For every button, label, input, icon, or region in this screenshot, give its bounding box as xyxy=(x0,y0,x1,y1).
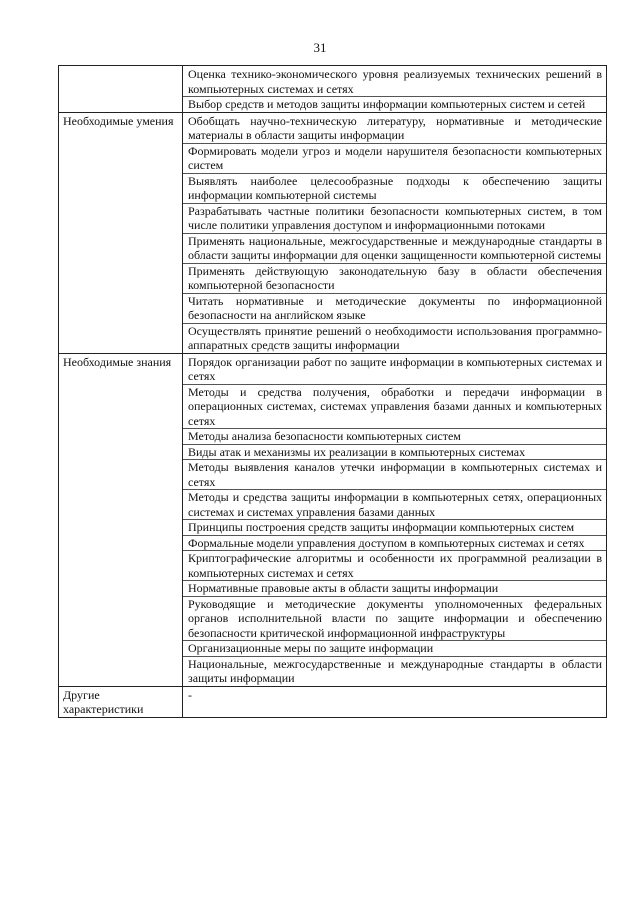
table-row xyxy=(59,686,607,717)
list-item: Методы и средства защиты информации в компьютерных сетях, операционных системах и системах управления базами данных xyxy=(183,490,606,520)
list-item: Применять действующую законодательную базу в области обеспечения компьютерной безопасности xyxy=(183,264,606,294)
list-item: - xyxy=(188,687,192,702)
section-items-cell xyxy=(183,353,607,686)
section-label-cell xyxy=(59,686,183,717)
section-label: Необходимые умения xyxy=(63,113,174,128)
list-item: Руководящие и методические документы уполномоченных федеральных органов исполнительной власти по защите информации и обеспечению безопасности критической информационной инфраструктуры xyxy=(183,597,606,642)
list-item: Выявлять наиболее целесообразные подходы к обеспечению защиты информации компьютерной системы xyxy=(183,174,606,204)
list-item: Методы выявления каналов утечки информации в компьютерных системах и сетях xyxy=(183,460,606,490)
list-item: Методы и средства получения, обработки и передачи информации в операционных системах, системах управления базами данных и компьютерных сетях xyxy=(183,385,606,430)
list-item: Виды атак и механизмы их реализации в компьютерных системах xyxy=(183,445,606,461)
section-label-cell xyxy=(59,112,183,353)
list-item: Осуществлять принятие решений о необходимости использования программно-аппаратных средств защиты информации xyxy=(188,323,602,352)
page-number: 31 xyxy=(313,40,327,55)
list-item: Организационные меры по защите информации xyxy=(183,641,606,657)
section-items-cell xyxy=(183,112,607,353)
list-item: Криптографические алгоритмы и особенности их программной реализации в компьютерных системах и сетях xyxy=(183,551,606,581)
section-label xyxy=(59,66,182,67)
list-item: Оценка технико-экономического уровня реализуемых технических решений в компьютерных системах и сетях xyxy=(183,66,606,97)
section-items-cell xyxy=(183,686,607,717)
table-row xyxy=(59,66,607,113)
table-row xyxy=(59,112,607,353)
section-items-cell xyxy=(183,66,607,113)
list-item: Применять национальные, межгосударственные и международные стандарты в области защиты информации для оценки защищенности компьютерной системы xyxy=(183,234,606,264)
table-row xyxy=(59,353,607,686)
list-item: Читать нормативные и методические документы по информационной безопасности на английском языке xyxy=(183,294,606,324)
list-item: Выбор средств и методов защиты информации компьютерных систем и сетей xyxy=(188,97,586,111)
list-item: Национальные, межгосударственные и международные стандарты в области защиты информации xyxy=(188,656,602,685)
list-item: Разрабатывать частные политики безопасности компьютерных систем, в том числе политики управления доступом и информационными потоками xyxy=(183,204,606,234)
list-item: Принципы построения средств защиты информации компьютерных систем xyxy=(183,520,606,536)
section-label-cell xyxy=(59,353,183,686)
list-item: Нормативные правовые акты в области защиты информации xyxy=(183,581,606,597)
requirements-table xyxy=(58,65,607,718)
list-item: Порядок организации работ по защите информации в компьютерных системах и сетях xyxy=(183,354,606,385)
list-item: Формальные модели управления доступом в компьютерных системах и сетях xyxy=(183,536,606,552)
section-label: Другие характеристики xyxy=(63,687,144,716)
section-label-cell xyxy=(59,66,183,113)
requirements-table-body xyxy=(59,66,607,718)
list-item: Обобщать научно-техническую литературу, нормативные и методические материалы в области защиты информации xyxy=(183,113,606,144)
list-item: Формировать модели угроз и модели нарушителя безопасности компьютерных систем xyxy=(183,144,606,174)
section-label: Необходимые знания xyxy=(63,354,172,369)
list-item: Методы анализа безопасности компьютерных систем xyxy=(183,429,606,445)
